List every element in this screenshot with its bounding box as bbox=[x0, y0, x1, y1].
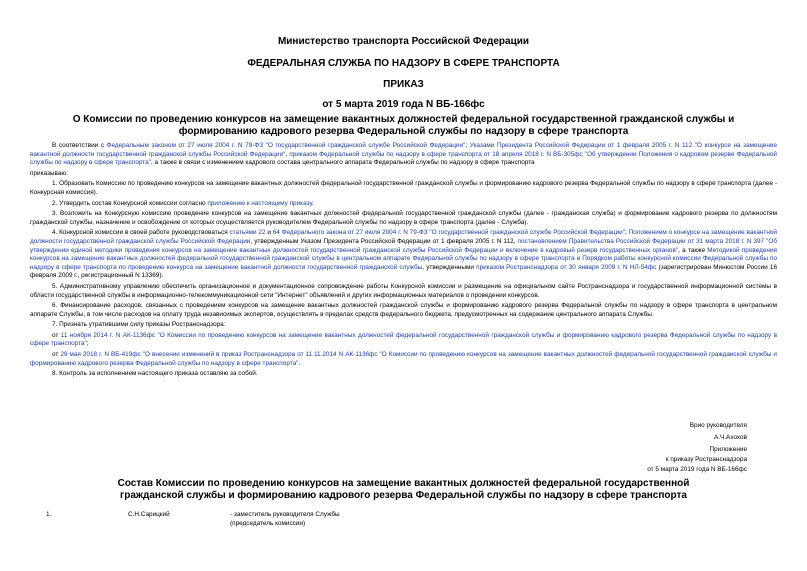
item-text: , утвержденным Указом Президента Российской Федерации от 1 февраля 2005 г. N 112, bbox=[250, 237, 518, 245]
doc-title: О Комиссии по проведению конкурсов на замещение вакантных должностей федеральной государственной гражданской службы и формированию кадрового резерва Федеральной службы по надзору в сфере транспорта bbox=[72, 114, 735, 137]
link-methodology[interactable]: Методикой проведения конкурсов на замещение вакантных должностей федеральной государственной гражданской службы в центральном аппарате Федеральной службы по надзору в сфере транспорта и Порядком работы конкурсной комиссии Федеральной службы по надзору в сфере транспорта по проведению конкурса на замещение вакантной должности государственной гражданской службы bbox=[30, 246, 777, 271]
item-4 bbox=[30, 229, 777, 281]
document-page bbox=[30, 0, 777, 571]
appendix-label: Приложение bbox=[709, 446, 747, 453]
preamble-paragraph bbox=[30, 142, 777, 168]
item-7: 7. Признать утратившими силу приказы Ространснадзора: bbox=[52, 321, 226, 329]
item-3: 3. Возложить на Конкурсную комиссию проведение конкурсов на замещение вакантных должностей федеральной государственной гражданской службы (далее - гражданская служба) и формирование кадрового резерва по должностям гражданской службы, назначение и освобождение от которых осуществляется руководителем Федеральной службы по надзору в сфере транспорта (далее - Служба). bbox=[30, 210, 777, 226]
item-text: 4. Конкурсной комиссии в своей работе руководствоваться bbox=[52, 229, 230, 237]
item-7b bbox=[30, 351, 777, 368]
item-text: (зарегистрирован Минюстом России 16 февраля 2009 г., регистрационный N 13369). bbox=[30, 263, 777, 280]
preamble-text: , а также в связи с изменением кадрового состава центрального аппарата Федеральной службы по надзору в сфере транспорта bbox=[150, 159, 535, 167]
item-text: ; bbox=[625, 229, 629, 237]
item-text: от bbox=[52, 331, 61, 339]
doc-type-heading: ПРИКАЗ bbox=[383, 79, 424, 90]
item-text: ; bbox=[86, 340, 89, 348]
doc-date: от 5 марта 2019 года N ВБ-166фс bbox=[322, 99, 485, 110]
member-role-note: (председатель комиссии) bbox=[230, 519, 306, 527]
signer-position: Врио руководителя bbox=[689, 422, 747, 429]
item-8: 8. Контроль за исполнением настоящего приказа оставляю за собой. bbox=[52, 370, 258, 378]
appendix-to: к приказу Ространснадзора bbox=[665, 456, 747, 463]
link-federal-law[interactable]: Федеральным законом от 27 июля 2004 г. N 79-ФЗ "О государственной гражданской службе Российской Федерации" bbox=[106, 142, 466, 149]
order-word: приказываю: bbox=[30, 169, 68, 177]
item-5: 5. Административному управлению обеспечить организационное и документационное сопровождение работы Конкурсной комиссии и размещение на официальном сайте Ространснадзора и государственной информационной системы в области государственной службы в информационно-телекоммуникационной сети "Интернет" объявлений и других информационных материалов о проведении конкурсов. bbox=[30, 282, 777, 299]
member-name: С.Н.Сарицкий bbox=[128, 511, 170, 518]
link-order-nl54[interactable]: приказом Ространснадзора от 30 января 2009 г. N НЛ-54фс bbox=[476, 263, 657, 271]
link-regulation-competition[interactable]: Положением о конкурсе на замещение вакантной должности государственной гражданской службы Российской Федерации bbox=[30, 229, 777, 245]
link-article-64[interactable]: 64 Федерального закона от 27 июля 2004 г. N 79-ФЗ "О государственной гражданской службе Российской Федерации" bbox=[272, 229, 626, 237]
composition-title: Состав Комиссии по проведению конкурсов на замещение вакантных должностей федеральной государственной гражданской службы и формированию кадрового резерва Федеральной службы по надзору в сфере транспорта bbox=[117, 478, 690, 501]
appendix-date: от 5 марта 2019 года N ВБ-166фс bbox=[647, 466, 747, 473]
link-government-resolution-397[interactable]: постановлением Правительства Российской Федерации от 31 марта 2018 г. N 397 "Об утверждении единой методики проведения конкурсов на замещение вакантных должностей государственной гражданской службы Российской Федерации и включение в кадровый резерв государственных органов" bbox=[30, 237, 778, 254]
item-1: 1. Образовать Комиссию по проведению конкурсов на замещение вакантных должностей федеральной государственной гражданской службы и формированию кадрового резерва Федеральной службы по надзору в сфере транспорта (далее - Конкурсная комиссия). bbox=[30, 180, 777, 196]
preamble-text: В соответствии с bbox=[52, 142, 107, 149]
link-president-decree[interactable]: Указами Президента Российской Федерации от 1 февраля 2005 г. N 112 "О конкурсе на замещение вакантной должности государственной гражданской службы Российской Федерации" bbox=[30, 142, 777, 158]
link-order-ak1136[interactable]: 11 ноября 2014 г. N АК-1136фс "О Комиссии по проведению конкурсов на замещение вакантных должностей федеральной государственной гражданской службы и формированию кадрового резерва Федеральной службы по надзору в сфере транспорта" bbox=[30, 331, 777, 348]
item-text: 2. Утвердить состав Конкурсной комиссии согласно bbox=[52, 199, 208, 207]
service-heading: ФЕДЕРАЛЬНАЯ СЛУЖБА ПО НАДЗОРУ В СФЕРЕ ТРАНСПОРТА bbox=[247, 58, 560, 69]
preamble-text: , bbox=[285, 150, 290, 158]
member-number: 1. bbox=[46, 511, 52, 518]
member-role-line: - заместитель руководителя Службы bbox=[230, 511, 340, 518]
item-text: . bbox=[298, 359, 301, 367]
item-text: . bbox=[312, 199, 314, 207]
item-text: от bbox=[52, 351, 61, 359]
member-role bbox=[230, 511, 340, 528]
link-article-22[interactable]: статьями 22 bbox=[229, 229, 266, 237]
document-body bbox=[30, 142, 777, 381]
item-text: и bbox=[265, 229, 273, 237]
link-appendix[interactable]: приложению к настоящему приказу bbox=[207, 199, 313, 207]
signer-name: А.Ч.Ахохов bbox=[713, 434, 747, 441]
item-2 bbox=[30, 200, 777, 209]
item-text: , утвержденными bbox=[422, 263, 477, 271]
preamble-text: ; bbox=[465, 142, 470, 149]
item-6: 6. Финансирование расходов, связанных с проведением конкурсов на замещение вакантных должностей гражданской службы и формированию кадрового резерва Федеральной службы по надзору в сфере транспорта в центральном аппарате Службы, в том числе расходов на оплату труда независимых экспертов, осуществлять в пределах средств федерального бюджета, предусмотренных на содержание центрального аппарата Службы. bbox=[30, 302, 777, 318]
item-7a bbox=[30, 332, 777, 349]
ministry-heading: Министерство транспорта Российской Федерации bbox=[277, 36, 530, 47]
link-order-vb419[interactable]: 29 мая 2018 г. N ВБ-419фс "О внесении изменений в приказ Ространснадзора от 11.11.2014 N АК-1136фс "О Комиссии по проведению конкурсов на замещение вакантных должностей федеральной государственной гражданской службы и формированию кадрового резерва Федеральной службы по надзору в сфере транспорта" bbox=[30, 351, 777, 367]
link-order-vb305[interactable]: приказом Федеральной службы по надзору в сфере транспорта от 18 апреля 2018 г. N ВБ-305фс "Об утверждении Положения о кадровом резерве Федеральной службы по надзору в сфере транспорта" bbox=[30, 150, 777, 167]
item-text: , а также bbox=[678, 246, 708, 254]
